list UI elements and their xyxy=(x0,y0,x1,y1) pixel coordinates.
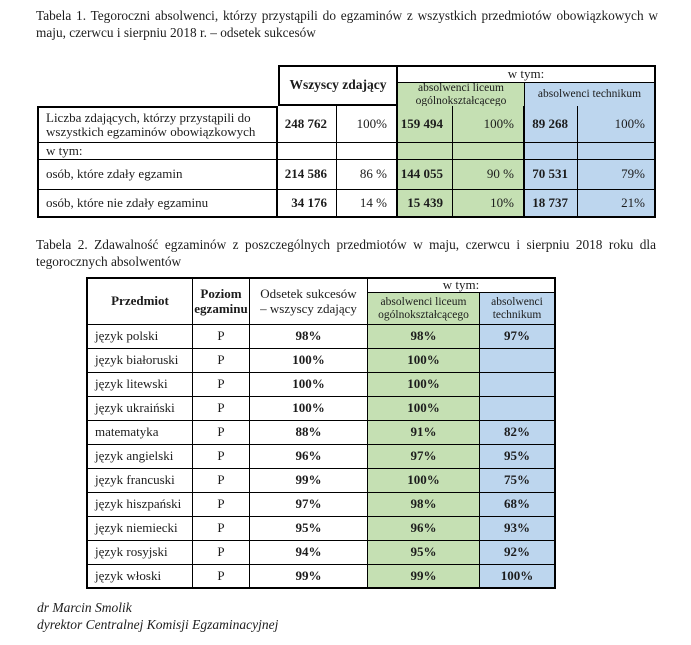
table1-value-all-p: 86 % xyxy=(337,160,398,190)
table2-header-wtym: w tym: xyxy=(368,277,556,293)
table1-value-liceum-n: 144 055 xyxy=(398,160,453,190)
table2-rate-technikum: 95% xyxy=(480,445,556,469)
table1-empty-cell xyxy=(337,143,398,160)
table2-level: P xyxy=(193,373,250,397)
table2 xyxy=(86,277,556,589)
table1-value-technikum-p: 21% xyxy=(578,190,656,218)
table2-rate-liceum: 98% xyxy=(368,493,480,517)
table1-value-technikum-p: 79% xyxy=(578,160,656,190)
table2-rate-all: 95% xyxy=(250,517,368,541)
table1-row-sublabel: w tym: xyxy=(37,143,278,160)
table2-rate-technikum: 100% xyxy=(480,565,556,589)
table1-title: Tabela 1. Tegoroczni absolwenci, którzy przystąpili do egzaminów z wszystkich przedmiotów obowiązkowych w maju, czerwcu i sierpniu 2018 r. – odsetek sukcesów xyxy=(36,8,658,40)
table2-rate-technikum xyxy=(480,397,556,421)
table2-rate-liceum: 100% xyxy=(368,373,480,397)
table2-rate-all: 94% xyxy=(250,541,368,565)
table2-rate-all: 99% xyxy=(250,565,368,589)
table2-header-liceum: absolwenci liceum ogólnokształcącego xyxy=(368,293,480,325)
table1-empty-cell xyxy=(453,143,525,160)
table2-subject: język włoski xyxy=(86,565,193,589)
table2-subject: język litewski xyxy=(86,373,193,397)
table2-subject: język białoruski xyxy=(86,349,193,373)
table1-header-all: Wszyscy zdający xyxy=(278,65,398,106)
table2-rate-technikum xyxy=(480,373,556,397)
table1-value-all-n: 34 176 xyxy=(278,190,337,218)
table2-rate-all: 97% xyxy=(250,493,368,517)
table1-value-technikum-n: 70 531 xyxy=(525,160,578,190)
table1-value-liceum-n: 15 439 xyxy=(398,190,453,218)
table1-row-label: osób, które zdały egzamin xyxy=(37,160,278,190)
table2-rate-all: 98% xyxy=(250,325,368,349)
table2-level: P xyxy=(193,421,250,445)
table1-value-liceum-p: 10% xyxy=(453,190,525,218)
table2-rate-liceum: 97% xyxy=(368,445,480,469)
table2-subject: język francuski xyxy=(86,469,193,493)
table2-rate-liceum: 95% xyxy=(368,541,480,565)
table2-rate-all: 100% xyxy=(250,373,368,397)
table2-subject: język rosyjski xyxy=(86,541,193,565)
table2-level: P xyxy=(193,397,250,421)
table2-header-technikum: absolwenci technikum xyxy=(480,293,556,325)
table1-value-technikum-n: 18 737 xyxy=(525,190,578,218)
table2-rate-all: 88% xyxy=(250,421,368,445)
table1-value-all-p: 100% xyxy=(337,106,398,143)
table1 xyxy=(37,65,656,218)
table2-rate-technikum: 92% xyxy=(480,541,556,565)
table2-level: P xyxy=(193,565,250,589)
table2-rate-liceum: 99% xyxy=(368,565,480,589)
table1-value-all-p: 14 % xyxy=(337,190,398,218)
table2-rate-liceum: 96% xyxy=(368,517,480,541)
table1-value-liceum-p: 100% xyxy=(453,106,525,143)
table2-header-rate: Odsetek sukcesów – wszyscy zdający xyxy=(250,277,368,325)
table1-header-liceum: absolwenci liceum ogólnokształcącego xyxy=(398,83,525,106)
table2-rate-liceum: 98% xyxy=(368,325,480,349)
table1-empty-cell xyxy=(398,143,453,160)
table2-subject: język hiszpański xyxy=(86,493,193,517)
table2-rate-all: 99% xyxy=(250,469,368,493)
table2-rate-all: 100% xyxy=(250,349,368,373)
table2-rate-liceum: 91% xyxy=(368,421,480,445)
signature-title: dyrektor Centralnej Komisji Egzaminacyjnej xyxy=(37,617,279,632)
table1-empty-cell xyxy=(525,143,578,160)
table2-subject: język ukraiński xyxy=(86,397,193,421)
table1-value-liceum-n: 159 494 xyxy=(398,106,453,143)
table1-header-technikum: absolwenci technikum xyxy=(525,83,656,106)
table2-rate-liceum: 100% xyxy=(368,349,480,373)
table2-level: P xyxy=(193,325,250,349)
table1-value-liceum-p: 90 % xyxy=(453,160,525,190)
table2-rate-all: 96% xyxy=(250,445,368,469)
table2-subject: język polski xyxy=(86,325,193,349)
table2-rate-all: 100% xyxy=(250,397,368,421)
table2-level: P xyxy=(193,349,250,373)
table2-rate-technikum: 82% xyxy=(480,421,556,445)
table1-row-label: osób, które nie zdały egzaminu xyxy=(37,190,278,218)
table2-header-subject: Przedmiot xyxy=(86,277,193,325)
table2-rate-technikum: 93% xyxy=(480,517,556,541)
table2-rate-technikum: 97% xyxy=(480,325,556,349)
table2-header-level: Poziom egzaminu xyxy=(193,277,250,325)
table1-row-label: Liczba zdających, którzy przystąpili do wszystkich egzaminów obowiązkowych xyxy=(37,106,278,143)
table1-empty-cell xyxy=(278,143,337,160)
table2-level: P xyxy=(193,469,250,493)
table2-level: P xyxy=(193,445,250,469)
table2-subject: język angielski xyxy=(86,445,193,469)
table2-level: P xyxy=(193,541,250,565)
table2-rate-technikum: 75% xyxy=(480,469,556,493)
table2-rate-liceum: 100% xyxy=(368,469,480,493)
signature-name: dr Marcin Smolik xyxy=(37,600,132,615)
table2-level: P xyxy=(193,493,250,517)
table1-header-wtym: w tym: xyxy=(398,65,656,83)
table2-rate-liceum: 100% xyxy=(368,397,480,421)
table2-rate-technikum: 68% xyxy=(480,493,556,517)
table1-value-technikum-n: 89 268 xyxy=(525,106,578,143)
table1-value-technikum-p: 100% xyxy=(578,106,656,143)
table2-title: Tabela 2. Zdawalność egzaminów z poszczególnych przedmiotów w maju, czerwcu i sierpniu 2018 roku dla tegorocznych absolwentów xyxy=(36,237,656,269)
table1-value-all-n: 248 762 xyxy=(278,106,337,143)
table1-empty-cell xyxy=(578,143,656,160)
table2-subject: matematyka xyxy=(86,421,193,445)
table2-subject: język niemiecki xyxy=(86,517,193,541)
table2-level: P xyxy=(193,517,250,541)
table1-value-all-n: 214 586 xyxy=(278,160,337,190)
table2-rate-technikum xyxy=(480,349,556,373)
